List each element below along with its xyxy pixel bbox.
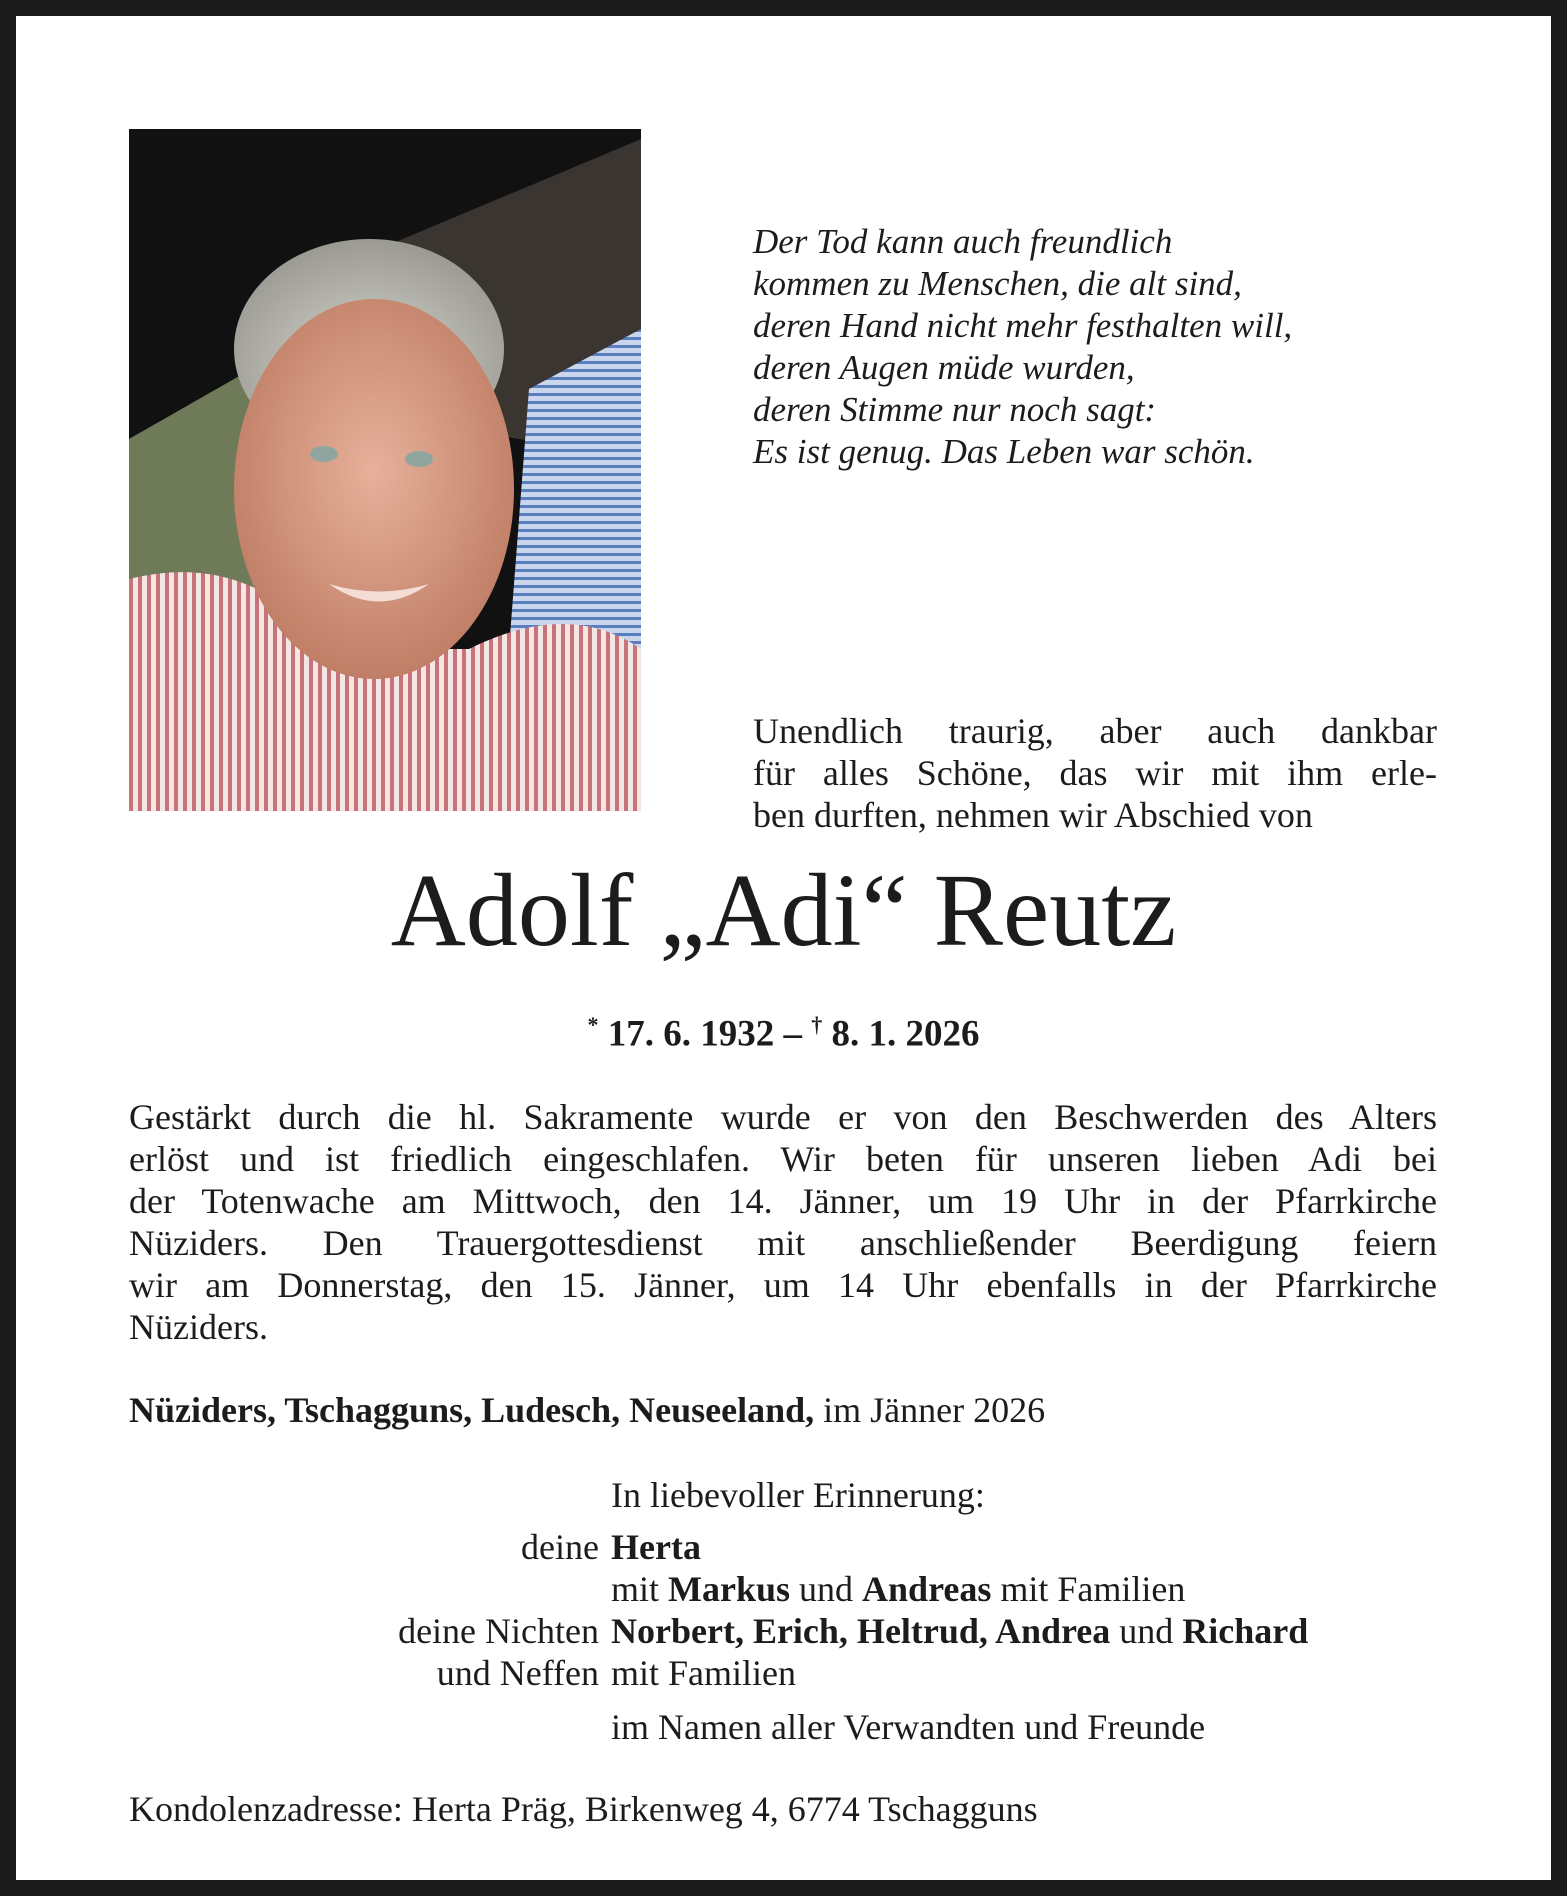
birth-mark: *: [587, 1012, 599, 1037]
places: Nüziders, Tschagguns, Ludesch, Neuseeland,: [129, 1390, 815, 1430]
body-line: Nüziders. Den Trauergottesdienst mit anschließender Beerdigung feiern: [129, 1223, 1437, 1263]
life-dates: [16, 1012, 1551, 1055]
mourner-markus: Markus: [668, 1569, 791, 1609]
death-date: 8. 1. 2026: [831, 1013, 980, 1055]
mourner-herta: Herta: [611, 1527, 701, 1567]
poem-line: Es ist genug. Das Leben war schön.: [753, 432, 1255, 471]
body-line: wir am Donnerstag, den 15. Jänner, um 14 Uhr ebenfalls in der Pfarrkirche: [129, 1265, 1437, 1305]
place-date-line: [129, 1389, 1045, 1431]
body-line: erlöst und ist friedlich eingeschlafen. Wir beten für unseren lieben Adi bei: [129, 1139, 1437, 1179]
label-neffen: und Neffen: [436, 1653, 599, 1693]
text: mit Familien: [611, 1653, 796, 1693]
text: und: [1110, 1611, 1183, 1651]
poem-line: Der Tod kann auch freundlich: [753, 222, 1173, 261]
poem-line: kommen zu Menschen, die alt sind,: [753, 264, 1242, 303]
funeral-details: [129, 1096, 1437, 1348]
poem-line: deren Augen müde wurden,: [753, 348, 1135, 387]
text: mit: [611, 1569, 669, 1609]
body-line: Nüziders.: [129, 1307, 268, 1347]
body-line: der Totenwache am Mittwoch, den 14. Jänner, um 19 Uhr in der Pfarrkirche: [129, 1181, 1437, 1221]
mourners-heading: In liebevoller Erinnerung:: [611, 1475, 985, 1515]
poem: [753, 221, 1292, 473]
text: und: [790, 1569, 863, 1609]
mourner-richard: Richard: [1182, 1611, 1309, 1651]
obituary-page: [16, 16, 1551, 1880]
birth-date: 17. 6. 1932 –: [607, 1013, 802, 1055]
poem-line: deren Hand nicht mehr festhalten will,: [753, 306, 1293, 345]
body-line: Gestärkt durch die hl. Sakramente wurde er von den Beschwerden des Alters: [129, 1097, 1437, 1137]
poem-line: deren Stimme nur noch sagt:: [753, 390, 1157, 429]
label-nichten: deine Nichten: [398, 1611, 599, 1651]
closing-line: im Namen aller Verwandten und Freunde: [611, 1707, 1206, 1747]
intro-text: [753, 710, 1437, 836]
intro-line: Unendlich traurig, aber auch dankbar: [753, 711, 1437, 751]
mourners: [129, 1474, 1437, 1748]
date-text: im Jänner 2026: [814, 1390, 1046, 1430]
condolence-address: Kondolenzadresse: Herta Präg, Birkenweg 4, 6774 Tschagguns: [129, 1789, 1038, 1829]
text: mit Familien: [991, 1569, 1186, 1609]
deceased-name: Adolf „Adi“ Reutz: [390, 853, 1177, 968]
mourner-andreas: Andreas: [862, 1569, 992, 1609]
death-mark: †: [811, 1012, 823, 1037]
portrait-photo: [129, 129, 641, 811]
mourner-nieces-nephews: Norbert, Erich, Heltrud, Andrea: [611, 1611, 1111, 1651]
intro-line: ben durften, nehmen wir Abschied von: [753, 795, 1313, 835]
intro-line: für alles Schöne, das wir mit ihm erle-: [753, 753, 1437, 793]
label-deine: deine: [521, 1527, 599, 1567]
